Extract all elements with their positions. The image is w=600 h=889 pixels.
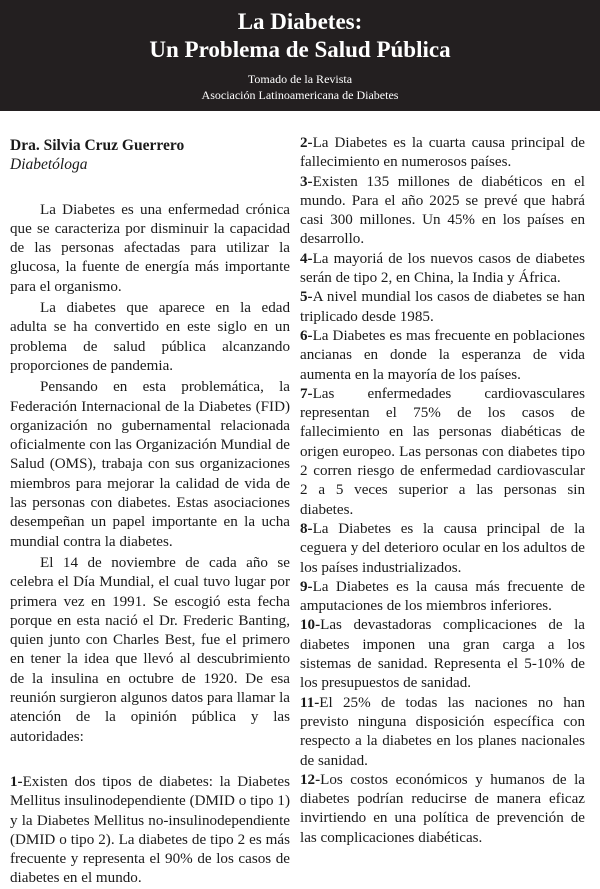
list-item-number: 2- <box>300 135 313 151</box>
list-item-number: 6- <box>300 327 313 344</box>
list-item-text: El 25% de todas las naciones no han previsto ninguna disposición específica con respecto a la diabetes en los planes nacionales de sanidad. <box>300 694 585 769</box>
body-paragraph: La diabetes que aparece en la edad adulta se ha convertido en este siglo en un problema de salud pública alcanzando proporciones de pandemia. <box>10 300 290 374</box>
list-item-text: Existen 135 millones de diabéticos en el mundo. Para el año 2025 se prevé que habrá casi 300 millones. Un 45% en los países en desarrollo. <box>300 173 585 248</box>
list-item-text: La Diabetes es mas frecuente en poblaciones ancianas en donde la esperanza de vida aumenta en la mayoría de los países. <box>300 327 585 383</box>
list-item-number: 3- <box>300 173 313 190</box>
list-item <box>300 173 585 250</box>
source-line-2: Asociación Latinoamericana de Diabetes <box>201 88 399 102</box>
body-paragraph: Pensando en esta problemática, la Federación Internacional de la Diabetes (FID) organización no gubernamental relacionada oficialmente con las Organización Mundial de Salud (OMS), trabaja con sus organizaciones miembros para mejorar la calidad de vida de las personas con diabetes. Estas asociaciones desempeñan un papel importante en la ucha mundial contra la diabetes. <box>10 379 290 550</box>
list-item <box>10 773 290 889</box>
list-item-text: La Diabetes es la causa principal de la ceguera y del deterioro ocular en los adultos de los países industrializados. <box>300 520 585 576</box>
list-item <box>300 327 585 385</box>
list-item-text: Las devastadoras complicaciones de la diabetes imponen una gran carga a los sistemas de sanidad. Representa el 5-10% de los presupuestos de sanidad. <box>300 617 585 692</box>
author-role: Diabetóloga <box>10 156 88 174</box>
article-title-line-2: Un Problema de Salud Pública <box>149 37 451 62</box>
list-item <box>300 134 585 173</box>
article-title-line-1: La Diabetes: <box>237 9 363 34</box>
right-column <box>300 134 585 848</box>
list-item <box>300 694 585 771</box>
list-item <box>300 250 585 289</box>
list-item-number: 7- <box>300 385 313 402</box>
list-item-number: 12- <box>300 771 321 788</box>
source-line-1: Tomado de la Revista <box>247 72 353 86</box>
list-item-text: La Diabetes es la cuarta causa principal de fallecimiento en numerosos países. <box>300 135 585 171</box>
list-item <box>300 288 585 327</box>
list-item <box>300 771 585 848</box>
list-item-number: 8- <box>300 520 313 537</box>
list-item-number: 9- <box>300 578 313 595</box>
list-item-text: Existen dos tipos de diabetes: la Diabetes Mellitus insulinodependiente (DMID o tipo 1) y la Diabetes Mellitus no-insulinodependiente (DMID o tipo 2). La diabetes de tipo 2 es más frecuente y representa el 90% de los casos de diabetes en el mundo. <box>10 773 290 887</box>
list-item-number: 5- <box>300 289 313 306</box>
list-item-number: 11- <box>300 694 320 711</box>
header-banner <box>0 0 600 111</box>
list-item-number: 1- <box>10 773 23 790</box>
body-paragraph: El 14 de noviembre de cada año se celebra el Día Mundial, el cual tuvo lugar por primera vez en 1991. Se escogió esta fecha porque en esta nació el Dr. Frederic Banting, quien junto con Charles Best, fue el primero en tener la idea que llevó al descubrimiento de la insulina en octubre de 1920. De esa reunión surgieron algunos datos para llamar la atención de la opinión pública y las autoridades: <box>10 554 290 745</box>
list-item-text: La Diabetes es la causa más frecuente de amputaciones de los miembros inferiores. <box>300 578 585 615</box>
author-name: Dra. Silvia Cruz Guerrero <box>10 137 185 154</box>
list-item <box>300 385 585 520</box>
left-column <box>10 124 290 889</box>
list-item-text: A nivel mundial los casos de diabetes se han triplicado desde 1985. <box>300 289 585 325</box>
list-item-text: La mayoriá de los nuevos casos de diabetes serán de tipo 2, en China, la India y África. <box>300 250 585 287</box>
list-item <box>300 616 585 693</box>
list-item <box>300 578 585 617</box>
body-paragraph: La Diabetes es una enfermedad crónica que se caracteriza por disminuir la capacidad de las personas afectadas para utilizar la glucosa, la fuente de energía más importante para el organismo. <box>10 201 290 295</box>
list-item-number: 4- <box>300 250 313 267</box>
list-item-text: Las enfermedades cardiovasculares representan el 75% de los casos de fallecimiento en las personas diabéticas de origen europeo. Las personas con diabetes tipo 2 corren riesgo de enfermedad cardiovascular 2 a 5 veces superior a las personas sin diabetes. <box>300 385 585 518</box>
list-item-text: Los costos económicos y humanos de la diabetes podrían reducirse de manera eficaz invirtiendo en una política de prevención de las complicaciones diabéticas. <box>300 771 585 846</box>
list-item <box>300 520 585 578</box>
list-item-number: 10- <box>300 617 321 634</box>
